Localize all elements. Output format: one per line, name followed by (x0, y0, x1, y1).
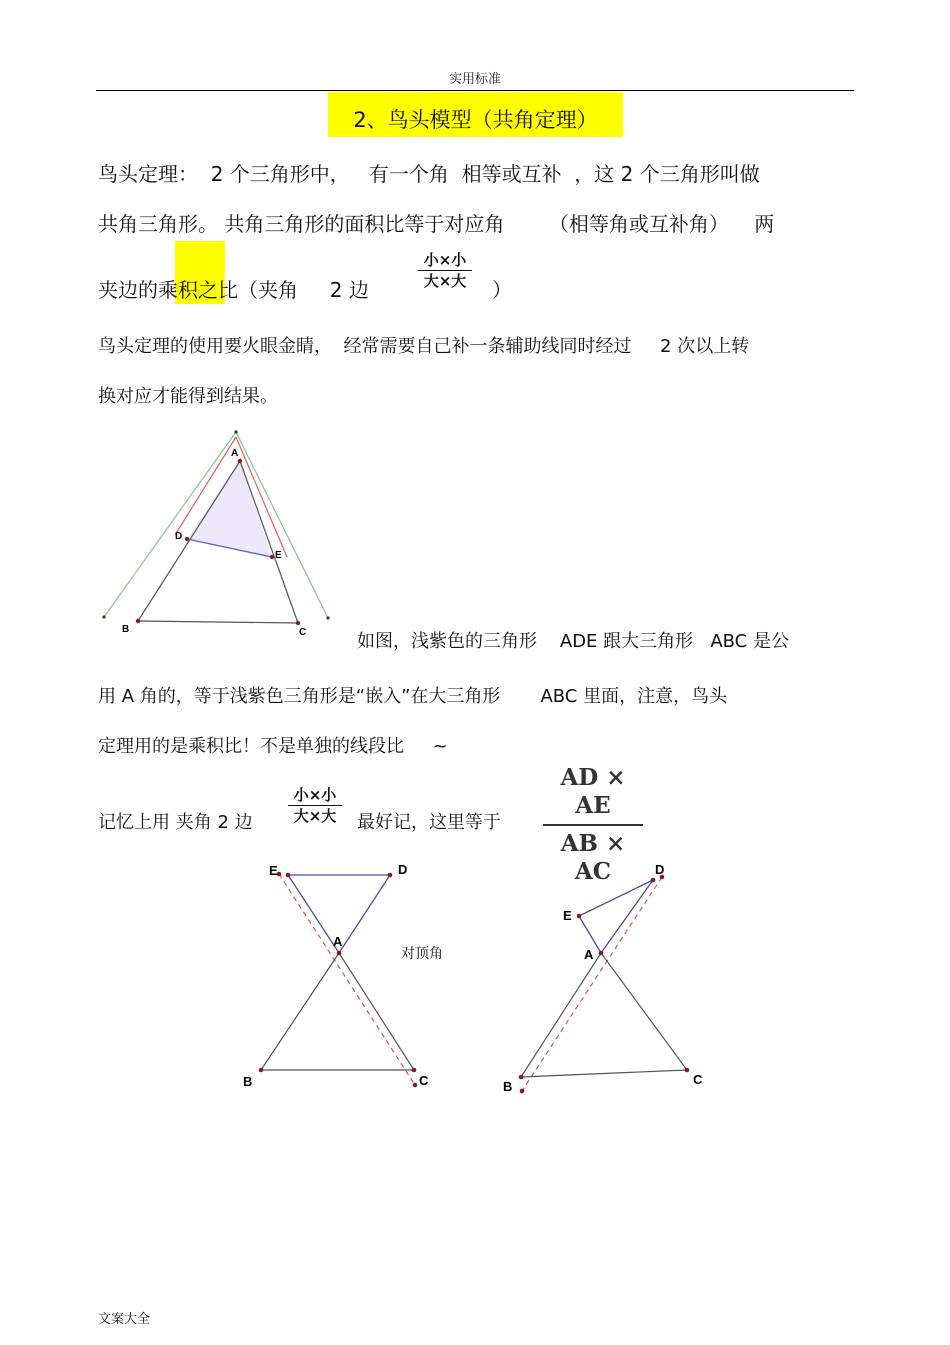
point-top (234, 430, 237, 433)
label-a: A (231, 448, 239, 459)
label-b: B (243, 1074, 253, 1089)
memo-small-over-big-fraction (288, 787, 342, 824)
label-c: C (419, 1073, 429, 1088)
label-e: E (563, 908, 572, 923)
label-d: D (398, 862, 408, 877)
side-da (339, 875, 390, 953)
side-bc (138, 621, 298, 623)
side-ea (288, 875, 339, 953)
label-b: B (503, 1079, 513, 1094)
side-bc (521, 1070, 687, 1077)
figure-vertical-angles (235, 855, 435, 1095)
definition-line-2: 共角三角形。 共角三角形的面积比等于对应角 （相等角或互补角） 两 (98, 212, 775, 236)
point-a (238, 459, 242, 463)
point-c (412, 1068, 417, 1073)
memo-text-a: 记忆上用 夹角 2 边 (98, 812, 253, 833)
side-ac (339, 953, 414, 1070)
label-a: A (333, 934, 343, 949)
usage-line-1: 鸟头定理的使用要火眼金睛， 经常需要自己补一条辅助线同时经过 2 次以上转 (98, 336, 750, 357)
page-header: 实用标准 (448, 72, 501, 87)
side-da (601, 880, 653, 953)
fraction-numerator: 小×小 (423, 251, 467, 269)
point-d (185, 537, 189, 541)
point-e (577, 914, 582, 919)
fraction-bar (418, 270, 472, 271)
side-ab (521, 953, 601, 1077)
figure-nested-triangles (95, 425, 345, 645)
side-ed (579, 880, 653, 916)
point-b (519, 1075, 524, 1080)
fraction-denominator: 大×大 (423, 272, 467, 290)
figure-supplementary-angle (495, 855, 720, 1100)
definition-line-1: 鸟头定理： 2 个三角形中， 有一个角 相等或互补 ，这 2 个三角形叫做 (98, 162, 760, 186)
explain-line-2: 用 A 角的，等于浅紫色三角形是“嵌入”在大三角形 ABC 里面，注意，鸟头 (98, 686, 728, 707)
point-c-prime (413, 1083, 418, 1088)
area-ratio-bar (543, 824, 643, 826)
small-over-big-fraction (418, 252, 472, 289)
memo-fraction-denominator: 大×大 (293, 807, 337, 825)
point-d (651, 878, 656, 883)
vertical-angle-caption: 对顶角 (401, 946, 443, 962)
point-e (270, 555, 274, 559)
label-d: D (175, 531, 183, 542)
section-title: 2、鸟头模型（共角定理） (353, 108, 598, 132)
point-c (685, 1068, 690, 1073)
explain-line-1: 如图，浅紫色的三角形 ADE 跟大三角形 ABC 是公 (357, 631, 789, 652)
point-c (296, 621, 300, 625)
memo-fraction-numerator: 小×小 (293, 786, 337, 804)
point-left-end (102, 615, 105, 618)
point-b (136, 619, 140, 623)
memo-text-b: 最好记，这里等于 (357, 812, 501, 833)
memo-fraction-bar (288, 805, 342, 806)
explain-line-3: 定理用的是乘积比！不是单独的线段比 ~ (98, 736, 448, 757)
label-c: C (693, 1072, 703, 1087)
label-e: E (269, 863, 278, 878)
area-ratio-numerator: AD × AE (560, 764, 626, 819)
red-dashed-line (279, 874, 415, 1085)
point-b (259, 1068, 264, 1073)
point-a (599, 951, 604, 956)
label-e: E (275, 550, 282, 561)
side-ac (601, 953, 687, 1070)
point-b-prime (520, 1089, 525, 1094)
label-a: A (584, 947, 594, 962)
page-footer: 文案大全 (98, 1312, 151, 1327)
area-ratio-denominator: AB × AC (560, 830, 626, 885)
point-d (388, 873, 393, 878)
label-c: C (299, 627, 307, 638)
point-a (337, 951, 342, 956)
point-right-end (326, 616, 329, 619)
header-rule (96, 90, 854, 91)
label-d: D (655, 862, 665, 877)
side-ab (261, 953, 339, 1070)
definition-close-paren: ） (492, 278, 512, 302)
point-e (286, 873, 291, 878)
usage-line-2: 换对应才能得到结果。 (98, 386, 278, 407)
triangle-ade-fill (187, 461, 272, 557)
label-b: B (122, 624, 130, 635)
definition-line-3: 夹边的乘积之比（夹角 2 边 (98, 278, 369, 302)
